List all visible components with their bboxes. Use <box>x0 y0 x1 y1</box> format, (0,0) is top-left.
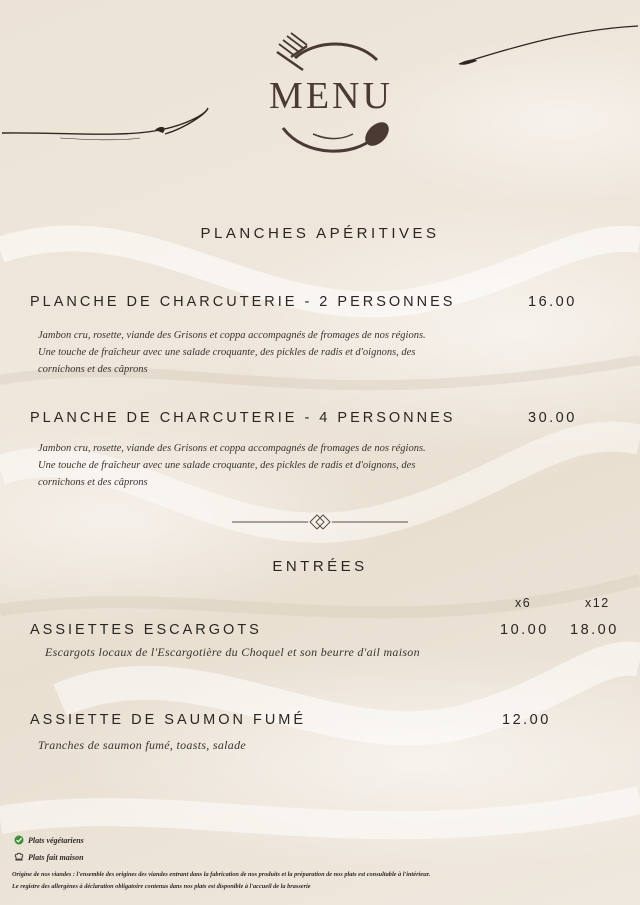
legend-homemade <box>14 852 84 862</box>
legend-vegetarian <box>14 835 84 845</box>
menu-title: MENU <box>269 75 393 117</box>
chef-hat-icon <box>14 852 24 862</box>
left-brush-stroke <box>0 100 215 150</box>
item-name-planche-4: PLANCHE DE CHARCUTERIE - 4 PERSONNES <box>30 410 456 426</box>
item-description-planche-4: Jambon cru, rosette, viande des Grisons et coppa accompagnés de fromages de nos régions. Une touche de fraîcheur avec une salade croquante, des pickles de radis et d'oignons, des cornichons et des câprons <box>38 443 426 488</box>
ornament-divider <box>230 512 410 532</box>
item-price-planche-2: 16.00 <box>528 294 577 310</box>
item-name-escargots: ASSIETTES ESCARGOTS <box>30 622 262 638</box>
item-description-escargots: Escargots locaux de l'Escargotière du Choquel et son beurre d'ail maison <box>45 645 420 659</box>
note-meat-origin: Origine de nos viandes : l'ensemble des origines des viandes entrant dans la fabrication de nos produits et la préparation de nos plats est consultable à l'intérieur. <box>12 871 431 878</box>
legend-vegetarian-label: Plats végétariens <box>28 835 84 845</box>
leaf-check-icon <box>14 835 24 845</box>
section-title-entrees: ENTRÉES <box>272 558 368 575</box>
legend-homemade-label: Plats fait maison <box>28 852 84 862</box>
menu-logo <box>255 30 407 160</box>
item-description-planche-2: Jambon cru, rosette, viande des Grisons et coppa accompagnés de fromages de nos régions. Une touche de fraîcheur avec une salade croquante, des pickles de radis et d'oignons, des cornichons et des câprons <box>38 330 426 375</box>
qty-header-12: x12 <box>585 596 610 610</box>
item-price-planche-4: 30.00 <box>528 410 577 426</box>
note-allergens: Le registre des allergènes à déclaration obligatoire contenus dans nos plats est disponible à l'accueil de la brasserie <box>12 883 311 890</box>
item-price-saumon: 12.00 <box>502 712 551 728</box>
item-price-escargots-12: 18.00 <box>570 622 619 638</box>
qty-header-6: x6 <box>515 596 532 610</box>
section-title-planches: PLANCHES APÉRITIVES <box>200 225 440 242</box>
item-description-saumon: Tranches de saumon fumé, toasts, salade <box>38 738 247 752</box>
item-name-saumon: ASSIETTE DE SAUMON FUMÉ <box>30 712 307 728</box>
item-price-escargots-6: 10.00 <box>500 622 549 638</box>
item-name-planche-2: PLANCHE DE CHARCUTERIE - 2 PERSONNES <box>30 294 456 310</box>
right-brush-stroke <box>455 20 640 70</box>
